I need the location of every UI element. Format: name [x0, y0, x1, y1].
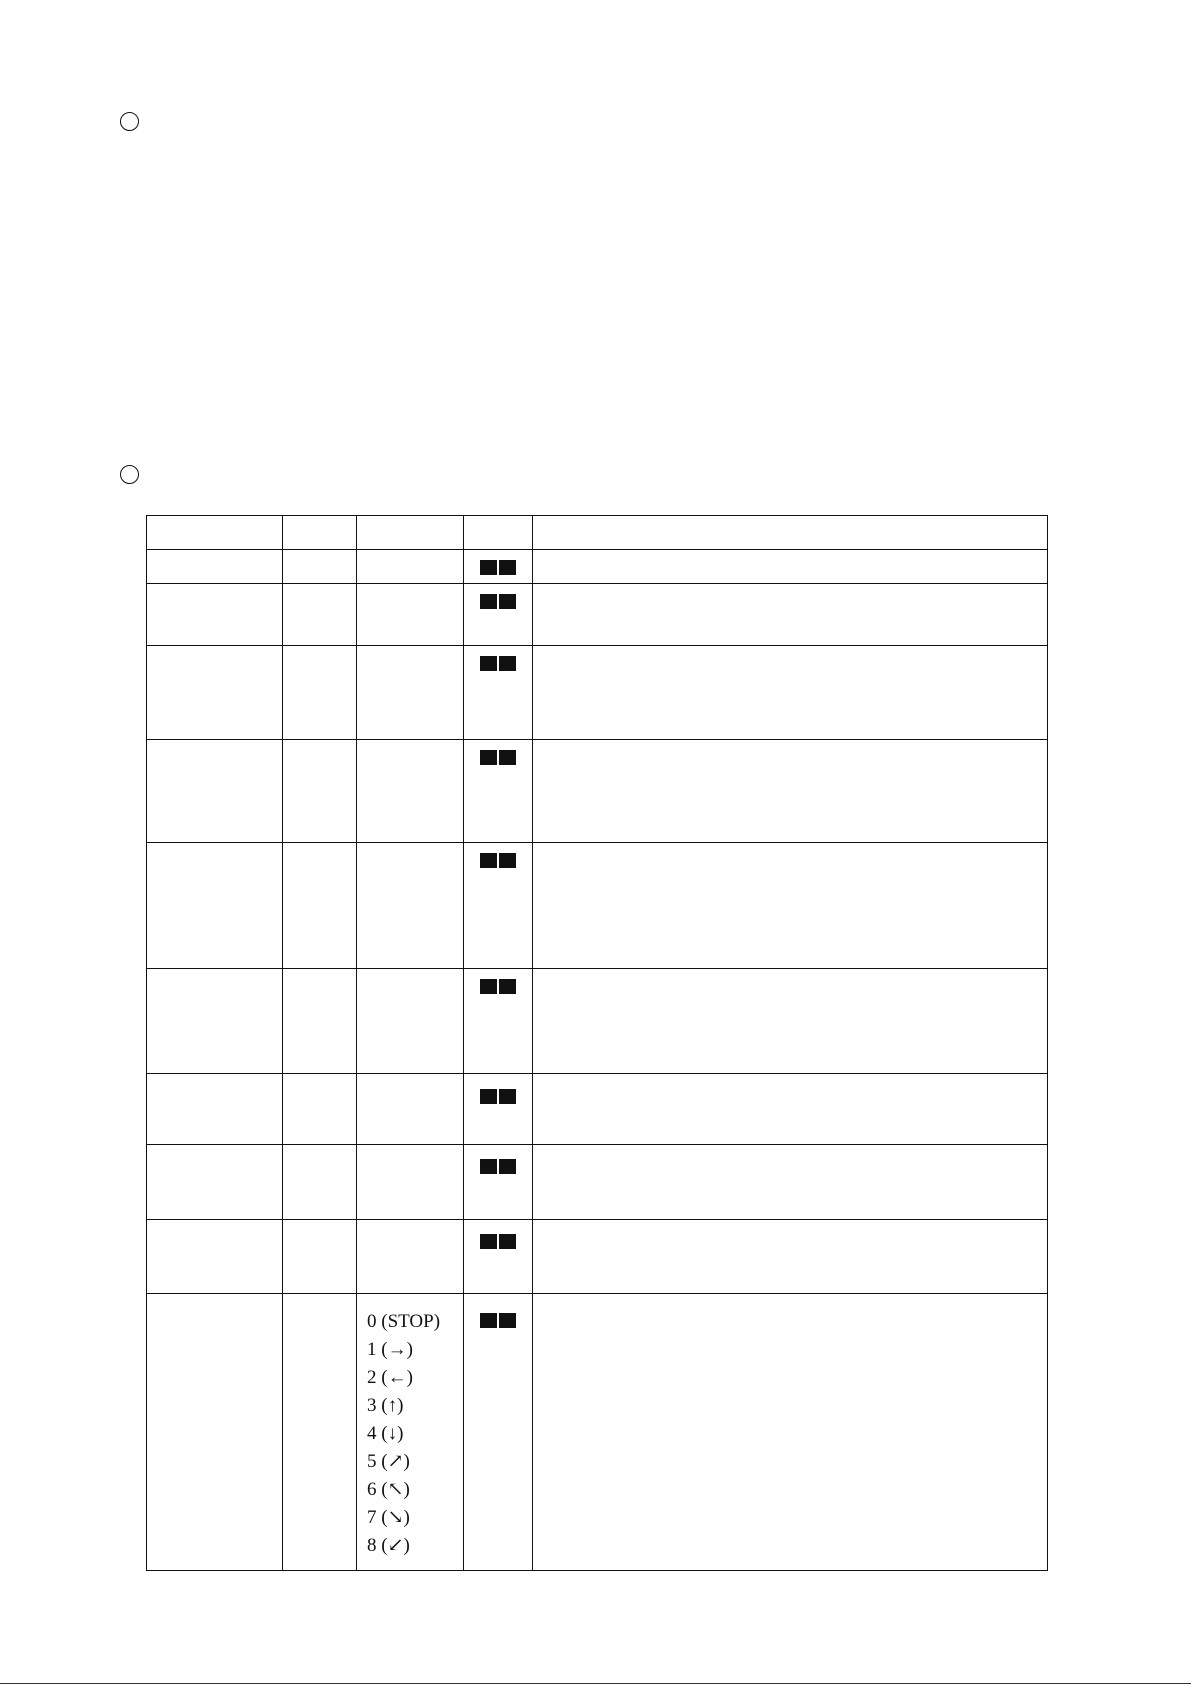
table-row — [147, 1074, 1048, 1145]
table-row — [147, 1220, 1048, 1294]
direction-item: 4 (↓) — [367, 1423, 404, 1444]
flag-cell — [464, 1294, 533, 1571]
table-row — [147, 740, 1048, 843]
table-row — [147, 646, 1048, 740]
header-cell — [357, 516, 464, 550]
direction-item: 7 (↘) — [367, 1507, 410, 1528]
circle-marker-icon — [120, 112, 139, 131]
flag-cell — [464, 584, 533, 646]
black-square-pair-icon — [480, 750, 532, 765]
black-square-pair-icon — [480, 1159, 532, 1174]
direction-item: 6 (↖) — [367, 1479, 410, 1500]
flag-cell — [464, 740, 533, 843]
black-square-pair-icon — [480, 560, 532, 575]
black-square-pair-icon — [480, 1234, 532, 1249]
table-row — [147, 550, 1048, 584]
flag-cell — [464, 646, 533, 740]
header-cell — [533, 516, 1048, 550]
header-cell — [464, 516, 533, 550]
table-row — [147, 1294, 1048, 1571]
direction-item: 0 (STOP) — [367, 1311, 441, 1332]
circle-marker-icon — [120, 465, 139, 484]
direction-cell — [357, 1294, 464, 1571]
header-cell — [147, 516, 283, 550]
black-square-pair-icon — [480, 1313, 532, 1328]
flag-cell — [464, 1220, 533, 1294]
black-square-pair-icon — [480, 979, 532, 994]
direction-list — [367, 1308, 463, 1560]
header-cell — [283, 516, 357, 550]
flag-cell — [464, 1145, 533, 1220]
direction-item: 2 (←) — [367, 1367, 413, 1388]
black-square-pair-icon — [480, 1089, 532, 1104]
direction-item: 5 (↗) — [367, 1451, 410, 1472]
table-header-row — [147, 516, 1048, 550]
table-row — [147, 584, 1048, 646]
page-bottom-rule — [0, 1683, 1191, 1684]
flag-cell — [464, 1074, 533, 1145]
direction-item: 3 (↑) — [367, 1395, 404, 1416]
flag-cell — [464, 550, 533, 584]
flag-cell — [464, 843, 533, 969]
direction-item: 8 (↙) — [367, 1535, 410, 1556]
table-row — [147, 969, 1048, 1074]
direction-item: 1 (→) — [367, 1339, 413, 1360]
table-row — [147, 1145, 1048, 1220]
command-table — [146, 515, 1048, 1571]
flag-cell — [464, 969, 533, 1074]
table-row — [147, 843, 1048, 969]
black-square-pair-icon — [480, 656, 532, 671]
black-square-pair-icon — [480, 853, 532, 868]
black-square-pair-icon — [480, 594, 532, 609]
